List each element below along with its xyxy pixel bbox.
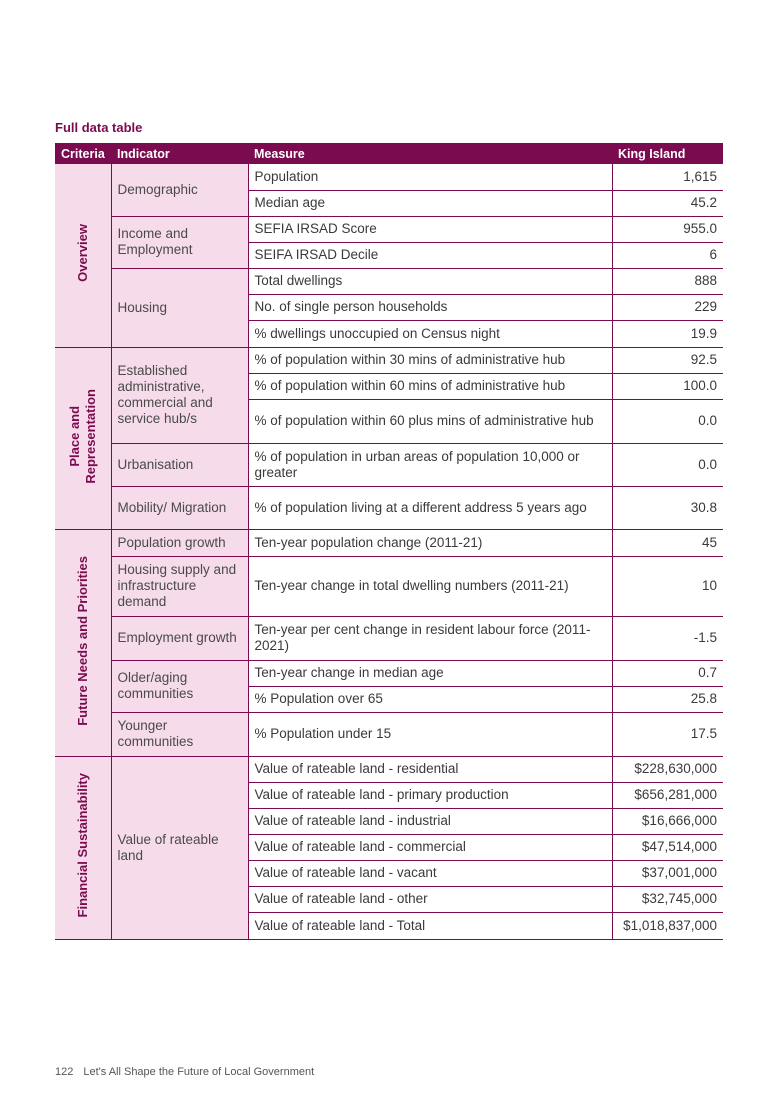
column-header-measure: Measure: [248, 143, 612, 164]
value-cell: $37,001,000: [612, 860, 723, 886]
table-title: Full data table: [55, 120, 143, 135]
criteria-cell: [55, 529, 111, 756]
criteria-label: Overview: [74, 224, 90, 283]
value-cell: 0.0: [612, 443, 723, 486]
value-cell: 10: [612, 556, 723, 616]
indicator-cell: Younger communities: [111, 712, 248, 756]
value-cell: 888: [612, 268, 723, 294]
measure-cell: SEIFA IRSAD Decile: [248, 242, 612, 268]
data-table: [55, 143, 723, 940]
indicator-cell: Housing supply and infrastructure demand: [111, 556, 248, 616]
criteria-cell: [55, 756, 111, 939]
table-row: [55, 660, 723, 686]
value-cell: 25.8: [612, 686, 723, 712]
measure-cell: % of population within 60 mins of administrative hub: [248, 373, 612, 399]
column-header-indicator: Indicator: [111, 143, 248, 164]
value-cell: 1,615: [612, 164, 723, 190]
indicator-cell: Older/aging communities: [111, 660, 248, 712]
value-cell: $1,018,837,000: [612, 912, 723, 939]
indicator-cell: Value of rateable land: [111, 756, 248, 939]
indicator-cell: Population growth: [111, 529, 248, 556]
indicator-cell: Housing: [111, 268, 248, 347]
measure-cell: % Population over 65: [248, 686, 612, 712]
criteria-label: Future Needs and Priorities: [74, 555, 90, 726]
measure-cell: Value of rateable land - commercial: [248, 834, 612, 860]
indicator-cell: Employment growth: [111, 616, 248, 660]
measure-cell: % of population within 30 mins of administrative hub: [248, 347, 612, 373]
table-row: [55, 216, 723, 242]
value-cell: 955.0: [612, 216, 723, 242]
measure-cell: Population: [248, 164, 612, 190]
value-cell: $32,745,000: [612, 886, 723, 912]
indicator-cell: Demographic: [111, 164, 248, 216]
measure-cell: Value of rateable land - other: [248, 886, 612, 912]
table-row: [55, 164, 723, 190]
value-cell: 19.9: [612, 320, 723, 347]
value-cell: 45: [612, 529, 723, 556]
measure-cell: Value of rateable land - industrial: [248, 808, 612, 834]
table-row: [55, 756, 723, 782]
measure-cell: Value of rateable land - primary production: [248, 782, 612, 808]
measure-cell: SEFIA IRSAD Score: [248, 216, 612, 242]
column-header-criteria: Criteria: [55, 143, 111, 164]
indicator-cell: Income and Employment: [111, 216, 248, 268]
value-cell: 100.0: [612, 373, 723, 399]
value-cell: 92.5: [612, 347, 723, 373]
criteria-label: Place and Representation: [66, 388, 98, 484]
table-row: [55, 268, 723, 294]
measure-cell: Ten-year per cent change in resident labour force (2011-2021): [248, 616, 612, 660]
measure-cell: Value of rateable land - residential: [248, 756, 612, 782]
table-row: [55, 347, 723, 373]
table-row: [55, 556, 723, 616]
measure-cell: Ten-year population change (2011-21): [248, 529, 612, 556]
value-cell: 45.2: [612, 190, 723, 216]
indicator-cell: Established administrative, commercial and service hub/s: [111, 347, 248, 443]
criteria-cell: [55, 164, 111, 347]
value-cell: 229: [612, 294, 723, 320]
measure-cell: Median age: [248, 190, 612, 216]
value-cell: 6: [612, 242, 723, 268]
value-cell: 0.0: [612, 399, 723, 443]
measure-cell: Value of rateable land - Total: [248, 912, 612, 939]
value-cell: $656,281,000: [612, 782, 723, 808]
value-cell: $16,666,000: [612, 808, 723, 834]
value-cell: 17.5: [612, 712, 723, 756]
value-cell: -1.5: [612, 616, 723, 660]
criteria-label: Financial Sustainability: [74, 773, 90, 918]
measure-cell: Ten-year change in median age: [248, 660, 612, 686]
indicator-cell: Urbanisation: [111, 443, 248, 486]
measure-cell: Ten-year change in total dwelling numbers (2011-21): [248, 556, 612, 616]
table-row: [55, 712, 723, 756]
measure-cell: No. of single person households: [248, 294, 612, 320]
value-cell: $228,630,000: [612, 756, 723, 782]
table-row: [55, 486, 723, 529]
value-cell: $47,514,000: [612, 834, 723, 860]
measure-cell: % dwellings unoccupied on Census night: [248, 320, 612, 347]
indicator-cell: Mobility/ Migration: [111, 486, 248, 529]
measure-cell: % of population within 60 plus mins of administrative hub: [248, 399, 612, 443]
value-cell: 0.7: [612, 660, 723, 686]
measure-cell: % of population in urban areas of population 10,000 or greater: [248, 443, 612, 486]
table-row: [55, 616, 723, 660]
measure-cell: % Population under 15: [248, 712, 612, 756]
table-row: [55, 529, 723, 556]
value-cell: 30.8: [612, 486, 723, 529]
criteria-cell: [55, 347, 111, 529]
measure-cell: Total dwellings: [248, 268, 612, 294]
column-header-king-island: King Island: [612, 143, 723, 164]
table-row: [55, 443, 723, 486]
measure-cell: % of population living at a different address 5 years ago: [248, 486, 612, 529]
page-number: 122: [55, 1066, 74, 1078]
footer-text: Let's All Shape the Future of Local Government: [83, 1066, 315, 1078]
page-footer: [55, 1066, 314, 1078]
measure-cell: Value of rateable land - vacant: [248, 860, 612, 886]
table-header-row: [55, 143, 723, 164]
